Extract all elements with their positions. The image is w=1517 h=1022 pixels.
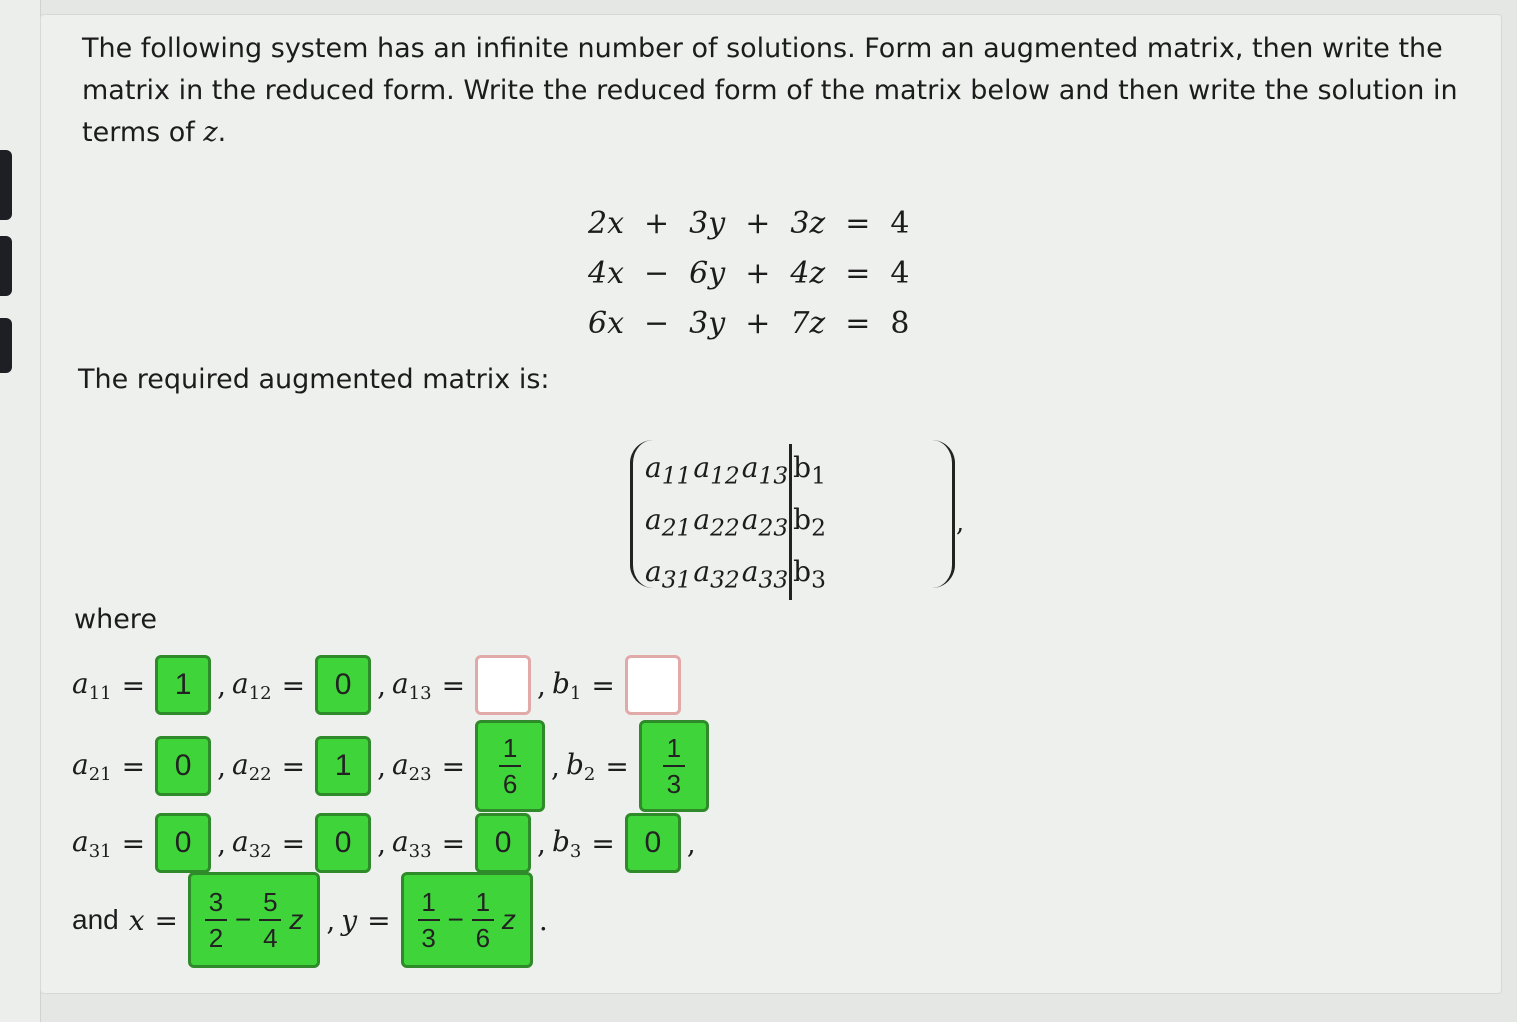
a31-input[interactable]: 0 xyxy=(155,813,211,873)
a11-input[interactable]: 1 xyxy=(155,655,211,715)
a22-input[interactable]: 1 xyxy=(315,736,371,796)
question-prompt: The following system has an infinite number of solutions. Form an augmented matrix, then write the matrix in the reduced form. Write the reduced form of the matrix below and then write the solution in terms of z. xyxy=(82,33,1458,148)
left-sidebar xyxy=(0,0,41,1022)
matrix-cell: $a_{23}$ xyxy=(741,502,789,542)
entry-row-3: $a_{31}$ = 0 , $a_{32}$ = 0 , $a_{33}$ = 0 , $b_3$ = 0 , xyxy=(72,808,702,878)
matrix-label: The required augmented matrix is: xyxy=(78,364,550,395)
sidebar-tab[interactable] xyxy=(0,318,12,373)
matrix-cell: $a_{11}$ xyxy=(645,450,692,490)
entry-row-2: $a_{21}$ = 0 , $a_{22}$ = 1 , $a_{23}$ = $\frac{1}{6}$ , $b_2$ = $\frac{1}{3}$ xyxy=(72,718,709,814)
sidebar-tab[interactable] xyxy=(0,150,12,220)
matrix-cell: $a_{21}$ xyxy=(645,502,692,542)
equation-row: 4x − 6y + 4z = 4 xyxy=(588,255,910,291)
matrix-cell: $a_{33}$ xyxy=(741,554,789,594)
equation-row: 6x − 3y + 7z = 8 xyxy=(588,305,910,341)
sidebar-tab[interactable] xyxy=(0,236,12,296)
matrix-cell: $b_1$ xyxy=(791,444,827,496)
b1-input[interactable] xyxy=(625,655,681,715)
matrix-cell: $b_3$ xyxy=(791,548,827,600)
a13-input[interactable] xyxy=(475,655,531,715)
a12-input[interactable]: 0 xyxy=(315,655,371,715)
prompt-variable: z xyxy=(203,117,218,148)
matrix-cell: $a_{12}$ xyxy=(693,450,740,490)
a33-input[interactable]: 0 xyxy=(475,813,531,873)
matrix-cell: $a_{13}$ xyxy=(741,450,789,490)
prompt-text: The following system has an infinite number of solutions. Form an augmented matrix, then write the matrix in the reduced form. Write the reduced form of the matrix below and then write the solution in terms of xyxy=(82,33,1458,148)
solution-row: and x = $\frac{3}{2}$ − $\frac{5}{4}$ z , y = $\frac{1}{3}$ − $\frac{1}{6}$ z . xyxy=(72,872,554,968)
x-solution-input[interactable]: $\frac{3}{2}$ − $\frac{5}{4}$ z xyxy=(188,872,320,968)
a32-input[interactable]: 0 xyxy=(315,813,371,873)
where-label: where xyxy=(74,604,157,635)
entry-row-1: $a_{11}$ = 1 , $a_{12}$ = 0 , $a_{13}$ = , $b_1$ = xyxy=(72,650,681,720)
matrix-cell: $a_{22}$ xyxy=(693,502,740,542)
matrix-grid xyxy=(644,444,827,600)
b3-input[interactable]: 0 xyxy=(625,813,681,873)
a23-input[interactable]: $\frac{1}{6}$ xyxy=(475,720,545,812)
matrix-cell: $b_2$ xyxy=(791,496,827,548)
matrix-cell: $a_{31}$ xyxy=(645,554,692,594)
matrix-cell: $a_{32}$ xyxy=(693,554,740,594)
equation-system xyxy=(578,198,919,348)
right-parenthesis xyxy=(932,440,955,588)
equation-row: 2x + 3y + 3z = 4 xyxy=(588,205,910,241)
y-solution-input[interactable]: $\frac{1}{3}$ − $\frac{1}{6}$ z xyxy=(401,872,533,968)
a21-input[interactable]: 0 xyxy=(155,736,211,796)
b2-input[interactable]: $\frac{1}{3}$ xyxy=(639,720,709,812)
